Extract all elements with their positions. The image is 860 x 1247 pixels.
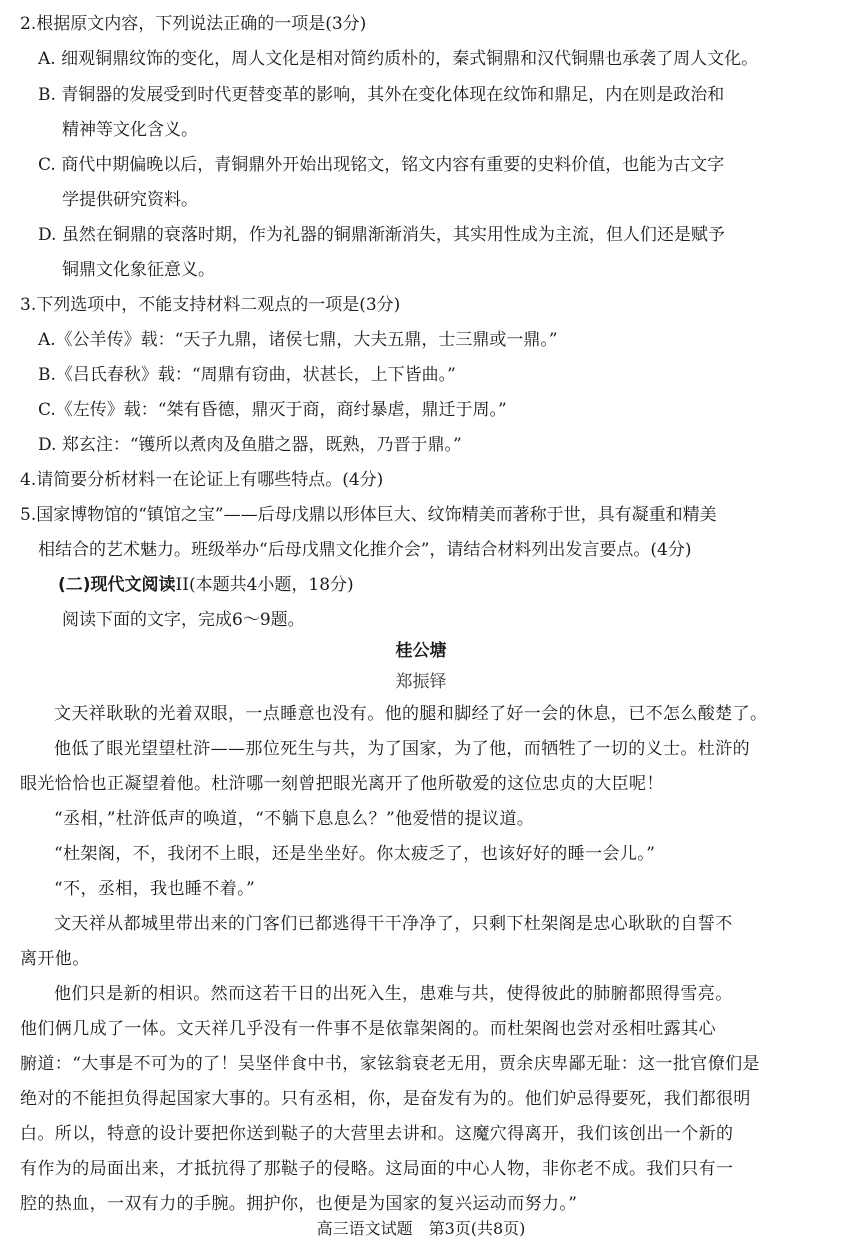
question-2-option-d-line-1: D. 虽然在铜鼎的衰落时期，作为礼器的铜鼎渐渐消失，其实用性成为主流，但人们还是赋予	[38, 225, 725, 245]
section-heading	[58, 568, 842, 602]
story-line: 腔的热血，一双有力的手腕。拥护你，也便是为国家的复兴运动而努力。”	[20, 1194, 578, 1214]
question-5-line-1: 5.国家博物馆的“镇馆之宝”——后母戊鼎以形体巨大、纹饰精美而著称于世，具有凝重和精美	[20, 505, 717, 525]
story-line: 白。所以，特意的设计要把你送到鞑子的大营里去讲和。这魔穴得离开，我们该创出一个新的	[20, 1124, 734, 1144]
story-line: 腑道：“大事是不可为的了！吴坚伴食中书，家铉翁衰老无用，贾余庆卑鄙无耻：这一批官僚们是	[20, 1054, 760, 1074]
story-title: 桂公塘	[395, 641, 447, 661]
question-3-stem: 3.下列选项中，不能支持材料二观点的一项是(3分)	[20, 295, 401, 315]
question-2-option-b-line-2: 精神等文化含义。	[62, 120, 198, 140]
story-line: 绝对的不能担负得起国家大事的。只有丞相，你，是奋发有为的。他们妒忌得要死，我们都很明	[20, 1089, 751, 1109]
question-3-option-a: A.《公羊传》载：“天子九鼎，诸侯七鼎，大夫五鼎，士三鼎或一鼎。”	[38, 330, 558, 350]
story-line: 眼光恰恰也正凝望着他。杜浒哪一刻曾把眼光离开了他所敬爱的这位忠贞的大臣呢！	[20, 774, 664, 794]
page-footer: 高三语文试题 第3页(共8页)	[316, 1219, 526, 1238]
question-5-line-2: 相结合的艺术魅力。班级举办“后母戊鼎文化推介会”，请结合材料列出发言要点。(4分)	[38, 540, 692, 560]
story-author: 郑振铎	[395, 672, 447, 692]
question-2-option-a: A. 细观铜鼎纹饰的变化，周人文化是相对简约质朴的，秦式铜鼎和汉代铜鼎也承袭了周人文化。	[38, 49, 759, 69]
story-line: 他们俩几成了一体。文天祥几乎没有一件事不是依靠架阁的。而杜架阁也尝对丞相吐露其心	[20, 1019, 716, 1039]
question-3-option-b: B.《吕氏春秋》载：“周鼎有窃曲，状甚长，上下皆曲。”	[38, 365, 456, 385]
section-heading-detail: II(本题共4小题，18分)	[175, 575, 354, 595]
story-line: “杜架阁，不，我闭不上眼，还是坐坐好。你太疲乏了，也该好好的睡一会儿。”	[54, 844, 656, 864]
story-line: 他低了眼光望望杜浒——那位死生与共，为了国家，为了他，而牺牲了一切的义士。杜浒的	[54, 739, 750, 759]
story-line: “不，丞相，我也睡不着。”	[54, 879, 256, 899]
question-2-option-c-line-1: C. 商代中期偏晚以后，青铜鼎外开始出现铭文，铭文内容有重要的史料价值，也能为古文字	[38, 155, 725, 175]
story-line: 文天祥耿耿的光着双眼，一点睡意也没有。他的腿和脚经了好一会的休息，已不怎么酸楚了。	[54, 704, 768, 724]
story-line: 离开他。	[20, 949, 90, 969]
question-2-option-b-line-1: B. 青铜器的发展受到时代更替变革的影响，其外在变化体现在纹饰和鼎足，内在则是政治和	[38, 85, 725, 105]
story-line: “丞相，”杜浒低声的唤道，“不躺下息息么？”他爱惜的提议道。	[54, 809, 535, 829]
section-instruction: 阅读下面的文字，完成6～9题。	[62, 610, 305, 630]
question-2-stem: 2.根据原文内容，下列说法正确的一项是(3分)	[20, 14, 367, 34]
section-heading-label: (二)现代文阅读	[58, 575, 176, 595]
question-2-option-c-line-2: 学提供研究资料。	[62, 190, 198, 210]
question-4: 4.请简要分析材料一在论证上有哪些特点。(4分)	[20, 470, 384, 490]
question-3-option-d: D. 郑玄注：“镬所以煮肉及鱼腊之器，既熟，乃晋于鼎。”	[38, 435, 462, 455]
question-2-option-d-line-2: 铜鼎文化象征意义。	[62, 260, 215, 280]
story-line: 他们只是新的相识。然而这若干日的出死入生，患难与共，使得彼此的肺腑都照得雪亮。	[54, 984, 733, 1004]
story-line: 有作为的局面出来，才抵抗得了那鞑子的侵略。这局面的中心人物，非你老不成。我们只有一	[20, 1159, 734, 1179]
story-line: 文天祥从都城里带出来的门客们已都逃得干干净净了，只剩下杜架阁是忠心耿耿的自誓不	[54, 914, 733, 934]
question-3-option-c: C.《左传》载：“桀有昏德，鼎灭于商，商纣暴虐，鼎迁于周。”	[38, 400, 507, 420]
